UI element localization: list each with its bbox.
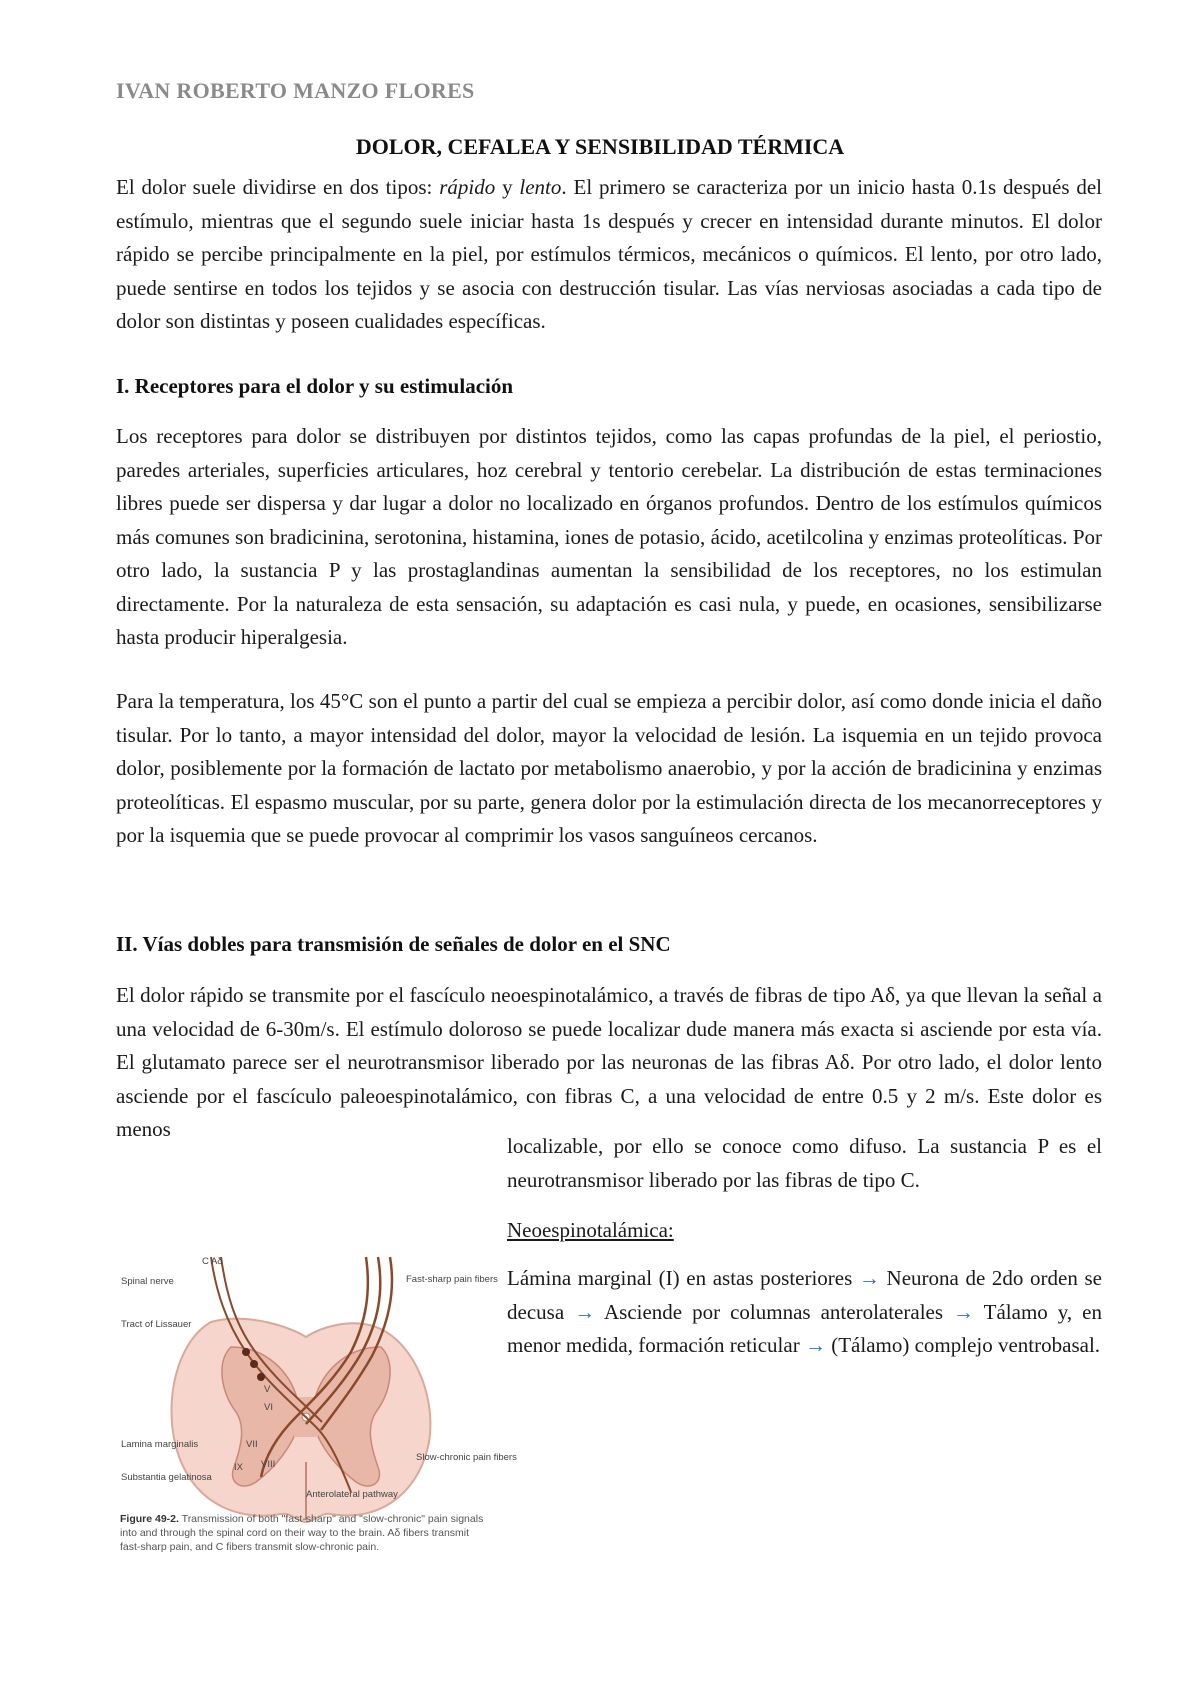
- author-name: IVAN ROBERTO MANZO FLORES: [116, 78, 475, 103]
- section2-paragraph-1: El dolor rápido se transmite por el fascículo neoespinotalámico, a través de fibras de tipo Aδ, ya que llevan la señal a una velocidad de 6-30m/s. El estímulo doloroso se puede localizar dude manera más exacta si asciende por esta vía. El glutamato parece ser el neurotransmisor liberado por las neuronas de las fibras Aδ. Por otro lado, el dolor lento asciende por el fascículo paleoespinotalámico, con fibras C, a una velocidad de entre 0.5 y 2 m/s. Este dolor es menos: [116, 983, 1102, 1141]
- neo-step-2: Neurona de 2do orden se decusa: [507, 1266, 1102, 1324]
- intro-fast-term: rápido: [439, 175, 496, 199]
- lamina-ix-label: IX: [234, 1462, 243, 1473]
- arrow-right-icon: →: [804, 1333, 826, 1357]
- neuron-body: [250, 1360, 258, 1368]
- figure-caption-text: Transmission of both "fast-sharp" and "slow-chronic" pain signals into and through the spinal cord on their way to the brain. Aδ fibers transmit fast-sharp pain, and C fibers transmit slow-chronic pain.: [120, 1513, 484, 1553]
- figure-caption: [120, 1512, 490, 1554]
- intro-conjunction: y: [495, 175, 520, 199]
- arrow-right-icon: →: [858, 1266, 880, 1290]
- neo-subheading: Neoespinotalámica:: [507, 1218, 674, 1242]
- arrow-right-icon: →: [574, 1299, 596, 1324]
- slow-chronic-label: Slow-chronic pain fibers: [416, 1452, 517, 1463]
- neo-step-4: Tálamo y, en menor medida, formación reticular: [507, 1299, 1103, 1357]
- neo-pathway-description: [507, 1262, 1102, 1363]
- fast-sharp-label: Fast-sharp pain fibers: [406, 1274, 498, 1285]
- section2-heading: II. Vías dobles para transmisión de señales de dolor en el SNC: [116, 932, 671, 956]
- tract-lissauer-label: Tract of Lissauer: [121, 1319, 192, 1330]
- document-title: DOLOR, CEFALEA Y SENSIBILIDAD TÉRMICA: [355, 134, 845, 159]
- section1-paragraph-1: Los receptores para dolor se distribuyen por distintos tejidos, como las capas profundas de la piel, el periostio, paredes arteriales, superficies articulares, hoz cerebral y tentorio cerebelar. La distribución de estas terminaciones libres puede ser dispersa y dar lugar a dolor no localizado en órganos profundos. Dentro de los estímulos químicos más comunes son bradicinina, serotonina, histamina, iones de potasio, ácido, acetilcolina y enzimas proteolíticas. Por otro lado, la sustancia P y las prostaglandinas aumentan la sensibilidad de los receptores, no los estimulan directamente. Por la naturaleza de esta sensación, su adaptación es casi nula, y puede, en ocasiones, sensibilizarse hasta producir hiperalgesia.: [116, 424, 1102, 649]
- neuron-body: [242, 1348, 250, 1356]
- lamina-marginalis-label: Lamina marginalis: [121, 1439, 199, 1450]
- section2-paragraph-continuation: localizable, por ello se conoce como difuso. La sustancia P es el neurotransmisor liberado por las fibras de tipo C.: [507, 1134, 1102, 1192]
- intro-text-2: . El primero se caracteriza por un inicio hasta 0.1s después del estímulo, mientras que el segundo suele iniciar hasta 1s después y crecer en intensidad durante minutos. El dolor rápido se percibe principalmente en la piel, por estímulos térmicos, mecánicos o químicos. El lento, por otro lado, puede sentirse en todos los tejidos y se asocia con destrucción tisular. Las vías nerviosas asociadas a cada tipo de dolor son distintas y poseen cualidades específicas.: [116, 175, 1102, 333]
- neo-step-3: Asciende por columnas anterolaterales: [595, 1299, 954, 1324]
- section1-paragraph-2: Para la temperatura, los 45°C son el punto a partir del cual se empieza a percibir dolor, así como donde inicia el daño tisular. Por lo tanto, a mayor intensidad del dolor, mayor la velocidad de lesión. La isquemia en un tejido provoca dolor, posiblemente por la formación de lactato por metabolismo anaerobio, y por la acción de bradicinina y enzimas proteolíticas. El espasmo muscular, por su parte, genera dolor por la estimulación directa de los mecanorreceptores y por la isquemia que se puede provocar al comprimir los vasos sanguíneos cercanos.: [116, 689, 1102, 847]
- neuron-body: [257, 1373, 265, 1381]
- intro-slow-term: lento: [519, 175, 562, 199]
- substantia-gelatinosa-label: Substantia gelatinosa: [121, 1472, 212, 1483]
- section1-heading: I. Receptores para el dolor y su estimulación: [116, 374, 514, 398]
- lamina-viii-label: VIII: [261, 1459, 276, 1470]
- figure-caption-label: Figure 49-2.: [120, 1513, 179, 1525]
- intro-text-1: El dolor suele dividirse en dos tipos:: [116, 175, 440, 199]
- arrow-right-icon: →: [953, 1299, 975, 1324]
- fiber-types-label: C Aδ: [202, 1256, 223, 1267]
- lamina-vii-label: VII: [246, 1439, 258, 1450]
- lamina-v-label: V: [264, 1384, 271, 1395]
- lamina-vi-label: VI: [264, 1402, 273, 1413]
- neo-step-1: Lámina marginal (I) en astas posteriores: [507, 1266, 859, 1290]
- neo-step-5: (Tálamo) complejo ventrobasal.: [825, 1333, 1101, 1357]
- spinal-nerve-label: Spinal nerve: [121, 1276, 174, 1287]
- intro-paragraph: [116, 171, 1102, 339]
- anterolateral-pathway-label: Anterolateral pathway: [306, 1489, 398, 1500]
